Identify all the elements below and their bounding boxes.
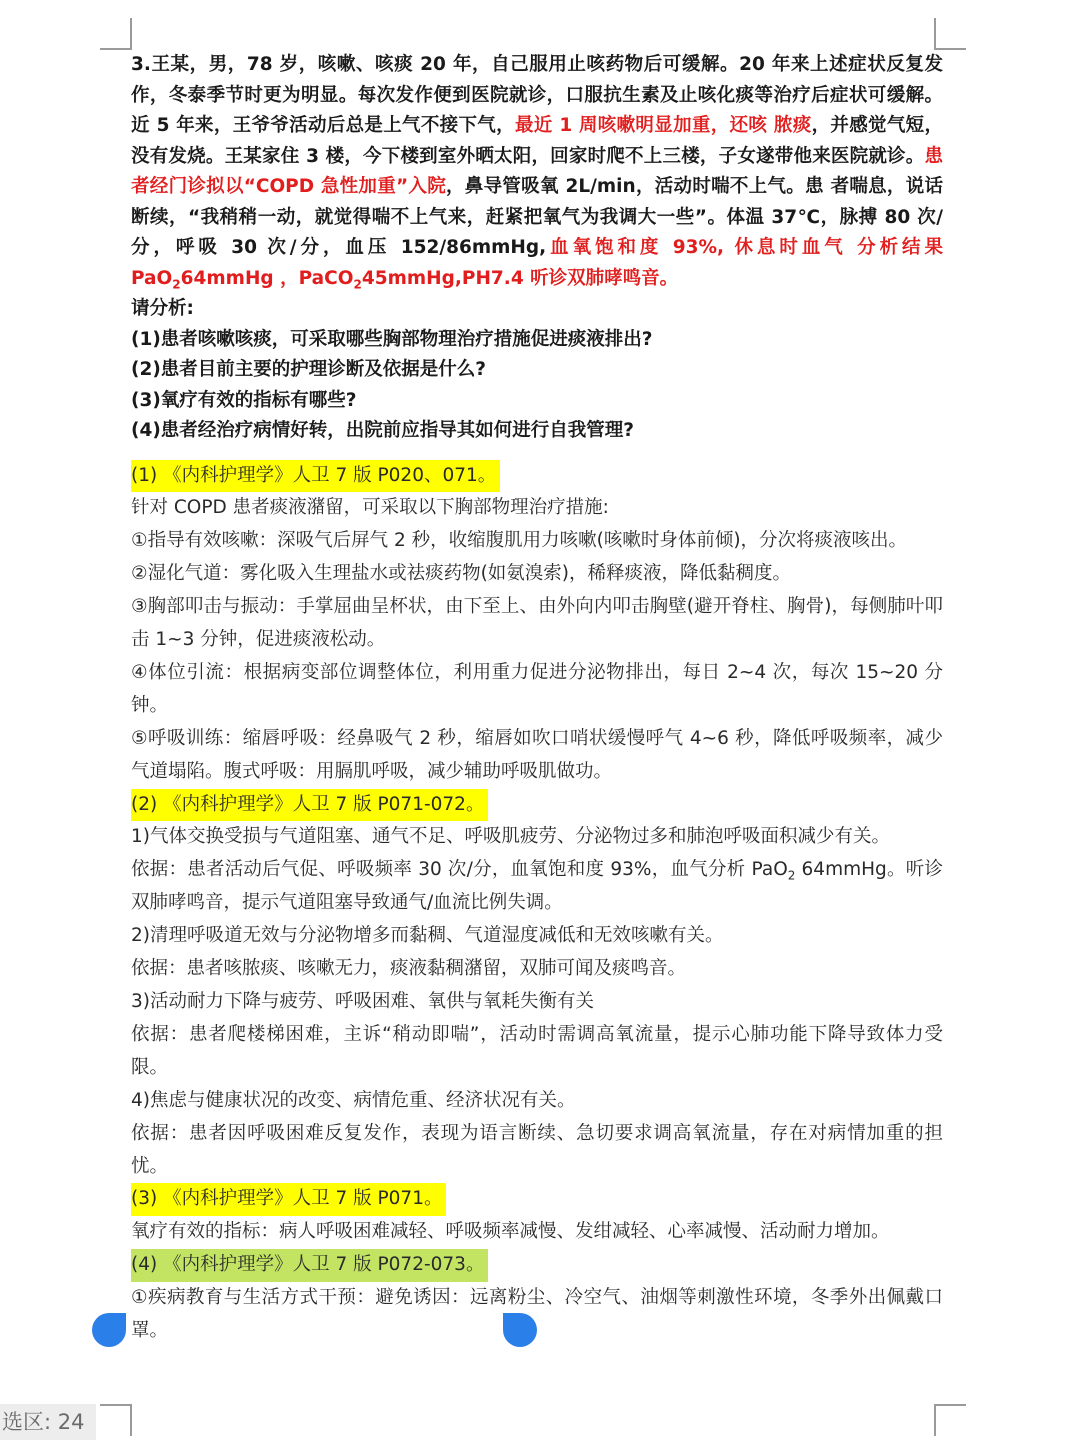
selection-count-label: 选区: 24 (0, 1404, 96, 1440)
diagnosis-4: 4)焦虑与健康状况的改变、病情危重、经济状况有关。 (131, 1089, 576, 1111)
answer-1-reference: (1) 《内科护理学》人卫 7 版 P020、071。 (131, 460, 500, 493)
diagnosis-3-basis: 依据：患者爬楼梯困难，主诉“稍动即喘”，活动时需调高氧流量，提示心肺功能下降导致体力受限。 (131, 1023, 943, 1078)
answer-2-reference: (2) 《内科护理学》人卫 7 版 P071-072。 (131, 789, 488, 822)
diagnosis-2: 2)清理呼吸道无效与分泌物增多而黏稠、气道湿度减低和无效咳嗽有关。 (131, 925, 724, 947)
document-page (131, 50, 943, 1348)
selection-handle-end[interactable] (503, 1313, 537, 1347)
case-description: 3.王某，男，78 岁，咳嗽、咳痰 20 年，自己服用止咳药物后可缓解。20 年来上述症状反复发作，冬泰季节时更为明显。每次发作便到医院就诊，口服抗生素及止咳化痰等治疗后症状可缓解。近 5 年来，王爷爷活动后总是上气不接下气，最近 1 周咳嗽明显加重，还咳 脓痰，并感觉气短，没有发烧。王某家住 3 楼，今下楼到室外晒太阳，回家时爬不上三楼，子女遂带他来医院就诊。患者经门诊拟以“COPD 急性加重”入院，鼻导管吸氧 2L/min，活动时喘不上气。患 者喘息，说话断续，“我稍稍一动，就觉得喘不上气来，赶紧把氧气为我调大一些”。体温 37℃，脉搏 80 次/分，呼吸 30 次/分，血压 152/86mmHg,血氧饱和度 93%, 休息时血气 分析结果 PaO$_2$64mmHg ，PaCO$_2$45mmHg,PH7.4 听诊双肺哮鸣音。 (131, 54, 944, 292)
answer-4-reference: (4) 《内科护理学》人卫 7 版 P072-073。 (131, 1249, 488, 1282)
answer-1-item: ①指导有效咳嗽：深吸气后屏气 2 秒，收缩腹肌用力咳嗽(咳嗽时身体前倾)，分次将痰液咳出。 (131, 530, 908, 552)
selection-handle-start[interactable] (92, 1313, 126, 1347)
diagnosis-3: 3)活动耐力下降与疲劳、呼吸困难、氧供与氧耗失衡有关 (131, 991, 594, 1012)
page-corner-mark-top-right (934, 18, 966, 50)
question-1: (1)患者咳嗽咳痰，可采取哪些胸部物理治疗措施促进痰液排出? (131, 328, 653, 350)
page-corner-mark-bottom-right (934, 1404, 966, 1436)
answer-1-item: ②湿化气道：雾化吸入生理盐水或祛痰药物(如氨溴索)，稀释痰液，降低黏稠度。 (131, 563, 792, 585)
question-intro: 请分析: (131, 298, 194, 319)
diagnosis-1: 1)气体交换受损与气道阻塞、通气不足、呼吸肌疲劳、分泌物过多和肺泡呼吸面积减少有关。 (131, 826, 890, 848)
question-3: (3)氧疗有效的指标有哪些? (131, 389, 357, 411)
answer-1-item: ④体位引流：根据病变部位调整体位，利用重力促进分泌物排出，每日 2~4 次，每次 15~20 分钟。 (131, 661, 943, 716)
answer-1-intro: 针对 COPD 患者痰液潴留，可采取以下胸部物理治疗措施: (131, 497, 609, 519)
question-2: (2)患者目前主要的护理诊断及依据是什么? (131, 359, 487, 380)
diagnosis-2-basis: 依据：患者咳脓痰、咳嗽无力，痰液黏稠潴留，双肺可闻及痰鸣音。 (131, 958, 687, 980)
highlight-blood-gas: 血氧饱和度 93%, 休息时血气 分析结果 PaO$_2$64mmHg ，PaCO$_2$45mmHg,PH7.4 听诊双肺哮鸣音。 (131, 237, 944, 292)
question-4: (4)患者经治疗病情好转，出院前应指导其如何进行自我管理? (131, 420, 635, 441)
question-list (131, 294, 943, 447)
page-corner-mark-bottom-left (100, 1404, 132, 1436)
highlight-admission: 患者经门诊拟以“COPD 急性加重”入院 (131, 145, 943, 197)
answer-3-text: 氧疗有效的指标：病人呼吸困难减轻、呼吸频率减慢、发绀减轻、心率减慢、活动耐力增加。 (131, 1221, 890, 1243)
answer-1-item: ⑤呼吸训练：缩唇呼吸：经鼻吸气 2 秒，缩唇如吹口哨状缓慢呼气 4~6 秒，降低呼吸频率，减少气道塌陷。腹式呼吸：用膈肌呼吸，减少辅助呼吸肌做功。 (131, 727, 943, 782)
answer-4-text: ①疾病教育与生活方式干预：避免诱因：远离粉尘、冷空气、油烟等刺激性环境，冬季外出佩戴口罩。 (131, 1287, 943, 1342)
answer-1-item: ③胸部叩击与振动：手掌屈曲呈杯状，由下至上、由外向内叩击胸壁(避开脊柱、胸骨)，每侧肺叶叩击 1~3 分钟，促进痰液松动。 (131, 596, 943, 651)
page-corner-mark-top-left (100, 18, 132, 50)
diagnosis-1-basis: 依据：患者活动后气促、呼吸频率 30 次/分，血氧饱和度 93%，血气分析 PaO$_2$ 64mmHg。听诊双肺哮鸣音，提示气道阻塞导致通气/血流比例失调。 (131, 859, 943, 914)
diagnosis-4-basis: 依据：患者因呼吸困难反复发作，表现为语言断续、急切要求调高氧流量，存在对病情加重的担忧。 (131, 1122, 943, 1177)
highlight-symptom: 最近 1 周咳嗽明显加重，还咳 脓痰 (514, 115, 812, 136)
answer-3-reference: (3) 《内科护理学》人卫 7 版 P071。 (131, 1183, 446, 1216)
answer-section (131, 460, 943, 1348)
